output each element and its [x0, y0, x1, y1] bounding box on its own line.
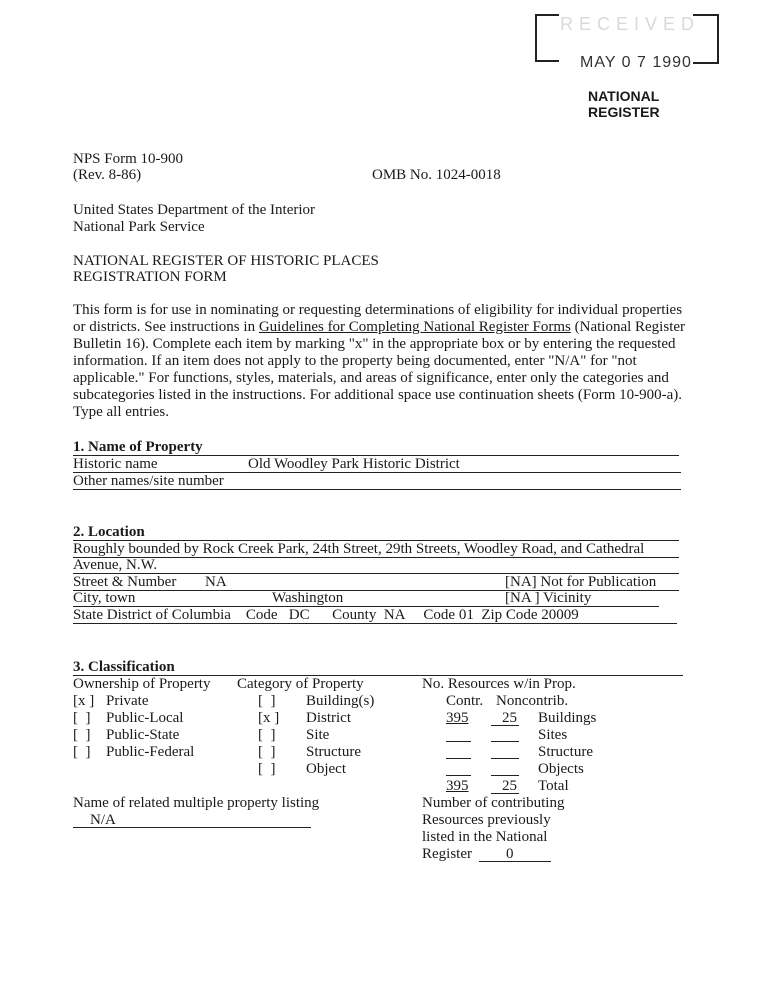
contributing-note-1: Number of contributing	[422, 795, 565, 811]
category-label-1: District	[306, 710, 351, 726]
res-noncontr-line-1	[491, 741, 519, 742]
ownership-label-0: Private	[106, 693, 149, 709]
res-contr-total: 395	[446, 778, 469, 794]
ownership-box-0[interactable]: [x ]	[73, 693, 95, 709]
register-line	[479, 861, 551, 862]
stamp-register: REGISTER	[588, 104, 660, 120]
res-noncontr-total: 25	[502, 778, 517, 794]
category-box-3[interactable]: [ ]	[258, 744, 276, 760]
res-noncontr-line-3	[491, 775, 519, 776]
category-box-2[interactable]: [ ]	[258, 727, 276, 743]
contributing-note-3: listed in the National	[422, 829, 548, 845]
category-label-2: Site	[306, 727, 330, 743]
omb-number: OMB No. 1024-0018	[372, 167, 501, 183]
res-noncontr-line-total	[491, 793, 519, 794]
res-label-0: Buildings	[538, 710, 597, 726]
state-rule	[73, 623, 677, 624]
section1-heading: 1. Name of Property	[73, 439, 203, 455]
city-label: City, town	[73, 590, 136, 606]
res-noncontr-line-2	[491, 758, 519, 759]
ownership-label-2: Public-State	[106, 727, 180, 743]
category-heading: Category of Property	[237, 676, 364, 692]
contributing-note-2: Resources previously	[422, 812, 551, 828]
res-contr-line-1	[446, 741, 471, 742]
res-label-total: Total	[538, 778, 569, 794]
boundary-rule-1	[73, 557, 679, 558]
resources-heading: No. Resources w/in Prop.	[422, 676, 576, 692]
ownership-box-1[interactable]: [ ]	[73, 710, 91, 726]
res-noncontr-line-0	[491, 725, 519, 726]
other-names-line	[73, 489, 681, 490]
res-contr-0: 395	[446, 710, 469, 726]
ownership-label-1: Public-Local	[106, 710, 184, 726]
stamp-date: MAY 0 7 1990	[580, 54, 692, 71]
ownership-label-3: Public-Federal	[106, 744, 195, 760]
stamp-frame-left	[535, 14, 559, 62]
section3-heading: 3. Classification	[73, 659, 175, 675]
res-contr-line-2	[446, 758, 471, 759]
historic-name-label: Historic name	[73, 456, 158, 472]
contributing-heading: Contr.	[446, 693, 484, 709]
category-box-1[interactable]: [x ]	[258, 710, 280, 726]
instructions-text-1: This form is for use in nominating or requesting determinations of eligibility for individual properties or districts. See instructions in	[73, 302, 683, 335]
category-box-4[interactable]: [ ]	[258, 761, 276, 777]
vicinity: [NA ] Vicinity	[505, 590, 592, 606]
form-revision: (Rev. 8-86)	[73, 167, 142, 183]
res-contr-line-3	[446, 775, 471, 776]
multiple-property-label: Name of related multiple property listing	[73, 795, 320, 811]
section2-heading: 2. Location	[73, 524, 145, 540]
category-label-3: Structure	[306, 744, 361, 760]
form-subtitle: REGISTRATION FORM	[73, 269, 227, 285]
multiple-property-line	[73, 827, 311, 828]
instructions-paragraph	[73, 302, 693, 421]
not-for-publication: [NA] Not for Publication	[505, 574, 657, 590]
street-value: NA	[205, 574, 227, 590]
multiple-property-value: N/A	[90, 812, 116, 828]
city-value: Washington	[272, 590, 344, 606]
department: United States Department of the Interior	[73, 202, 316, 218]
street-label: Street & Number	[73, 574, 177, 590]
boundary-line-1: Roughly bounded by Rock Creek Park, 24th Street, 29th Streets, Woodley Road, and Cathedral	[73, 541, 645, 557]
historic-name-value: Old Woodley Park Historic District	[248, 456, 460, 472]
ownership-box-3[interactable]: [ ]	[73, 744, 91, 760]
category-label-4: Object	[306, 761, 346, 777]
res-label-1: Sites	[538, 727, 568, 743]
guidelines-reference: Guidelines for Completing National Register Forms	[258, 319, 571, 335]
boundary-line-2: Avenue, N.W.	[73, 557, 158, 573]
ownership-box-2[interactable]: [ ]	[73, 727, 91, 743]
other-names-label: Other names/site number	[73, 473, 224, 489]
stamp-received: RECEIVED	[560, 14, 701, 34]
res-noncontr-0: 25	[502, 710, 517, 726]
agency: National Park Service	[73, 219, 205, 235]
res-label-2: Structure	[538, 744, 593, 760]
noncontributing-heading: Noncontrib.	[496, 693, 569, 709]
register-value: 0	[506, 846, 514, 862]
category-label-0: Building(s)	[306, 693, 375, 709]
register-label: Register	[422, 846, 472, 862]
ownership-heading: Ownership of Property	[73, 676, 211, 692]
form-title: NATIONAL REGISTER OF HISTORIC PLACES	[73, 253, 379, 269]
res-label-3: Objects	[538, 761, 584, 777]
instructions-text-2: (National Register Bulletin 16). Complete each item by marking "x" in the appropriate box or by entering the requested information. If an item does not apply to the property being documented, enter "N/A" for "not applicable." For functions, styles, materials, and areas of significance, enter only the categories and subcategories listed in the instructions. For additional space use continuation sheets (Form 10-900-a). Type all entries.	[73, 319, 686, 420]
state-line: State District of Columbia Code DC County NA Code 01 Zip Code 20009	[73, 607, 579, 623]
form-number: NPS Form 10-900	[73, 151, 184, 167]
category-box-0[interactable]: [ ]	[258, 693, 276, 709]
stamp-national: NATIONAL	[588, 88, 660, 104]
